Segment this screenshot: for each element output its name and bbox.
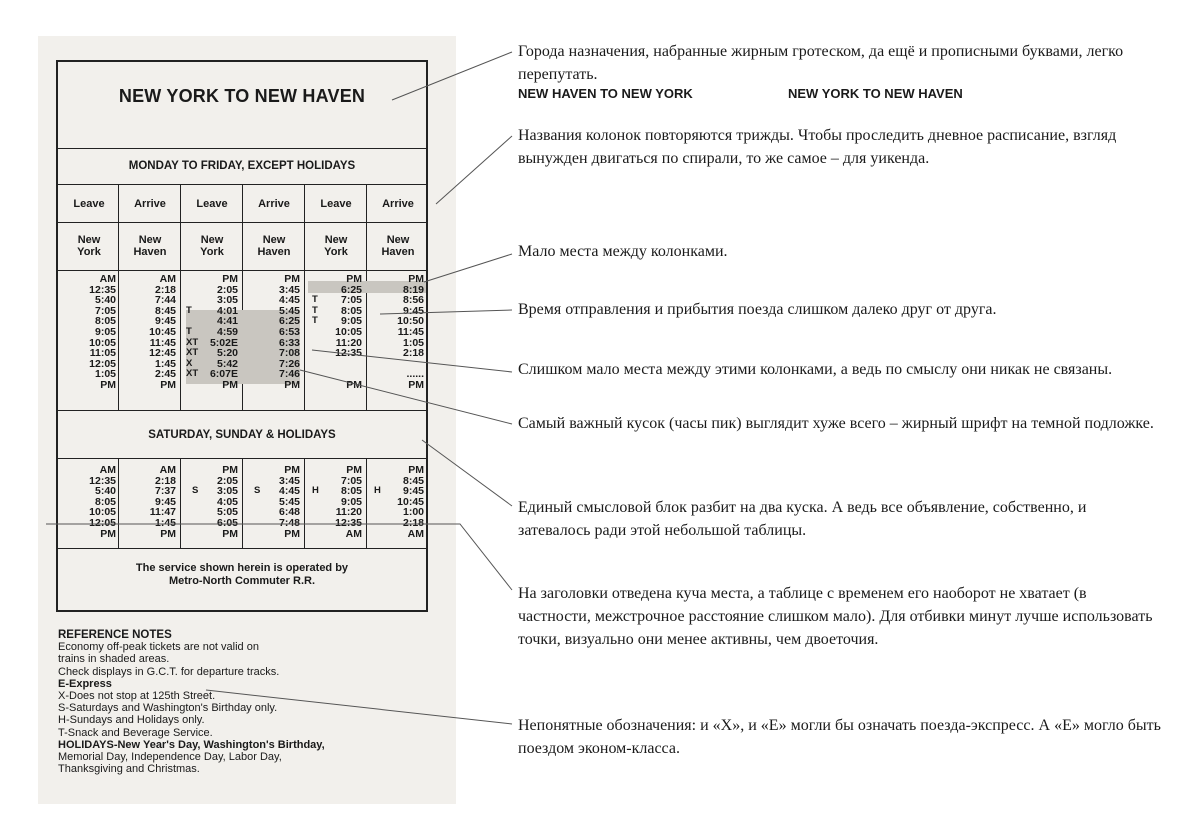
- col-label: Arrive: [134, 198, 166, 210]
- weekday-times-col: PM 3:45 4:45 5:45 6:25 6:53 6:33 7:08 7:26 7:46 PM: [278, 273, 300, 391]
- weekday-header: MONDAY TO FRIDAY, EXCEPT HOLIDAYS: [128, 160, 356, 172]
- annotation: На заголовки отведена куча места, а таблице с временем его наоборот не хватает (в частности, межстрочное расстояние слишком мало). Для отбивки минут лучше использовать точки, визуально они менее активны, чем двоеточия.: [518, 585, 1153, 648]
- annotation: Время отправления и прибытия поезда слишком далеко друг от друга.: [518, 301, 997, 318]
- note-line: X-Does not stop at 125th Street.: [58, 690, 216, 703]
- leader-line: [300, 370, 512, 424]
- leader-line: [206, 690, 512, 724]
- col-station: New York: [77, 234, 101, 258]
- service-marks: S: [254, 485, 261, 497]
- leader-line: [424, 254, 512, 282]
- example-label: NEW YORK TO NEW HAVEN: [788, 86, 963, 101]
- weekend-times-col: PM 7:05 8:05 9:05 11:20 12:35 AM: [335, 464, 362, 540]
- service-marks: T T XT XT X XT: [186, 304, 199, 380]
- weekend-times-col: PM 8:45 9:45 10:45 1:00 2:18 AM: [397, 464, 424, 540]
- weekend-header: SATURDAY, SUNDAY & HOLIDAYS: [148, 429, 336, 441]
- annotation: Слишком мало места между этими колонками, а ведь по смыслу они никак не связаны.: [518, 361, 1113, 378]
- weekday-times-col: PM 8:19 8:56 9:45 10:50 11:45 1:05 2:18 ...... PM: [397, 273, 424, 391]
- leader-line: [392, 52, 512, 100]
- leader-line: [46, 524, 512, 590]
- service-marks: H: [374, 485, 381, 497]
- annotation: Мало места между колонками.: [518, 243, 728, 260]
- operator-note: The service shown herein is operated by Metro-North Commuter R.R.: [135, 562, 349, 587]
- note-line: HOLIDAYS-New Year's Day, Washington's Birthday,: [58, 738, 325, 751]
- note-line: T-Snack and Beverage Service.: [58, 726, 213, 739]
- weekday-times-col: PM 6:25 7:05 8:05 9:05 10:05 11:20 12:35 PM: [335, 273, 362, 391]
- weekend-times-col: AM 12:35 5:40 8:05 10:05 12:05 PM: [89, 464, 116, 540]
- leader-line: [312, 350, 512, 372]
- notes-title: REFERENCE NOTES: [58, 629, 172, 641]
- col-station: New Haven: [381, 234, 415, 258]
- timetable-title: NEW YORK TO NEW HAVEN: [118, 86, 366, 106]
- leader-line: [380, 310, 512, 314]
- annotation: Непонятные обозначения: и «X», и «E» могли бы означать поезда-экспресс. А «E» могло быть поездом эконом-класса.: [518, 717, 1161, 757]
- service-marks: T T T: [312, 294, 318, 327]
- col-station: New Haven: [133, 234, 167, 258]
- annotation: Города назначения, набранные жирным гротеском, да ещё и прописными буквами, легко перепутать.: [518, 43, 1124, 83]
- service-marks: H: [312, 485, 319, 497]
- col-station: New York: [200, 234, 224, 258]
- service-marks: S: [192, 485, 199, 497]
- weekend-times-col: PM 2:05 3:05 4:05 5:05 6:05 PM: [216, 464, 238, 540]
- note-line: H-Sundays and Holidays only.: [58, 714, 205, 727]
- weekend-times-col: PM 3:45 4:45 5:45 6:48 7:48 PM: [278, 464, 300, 540]
- note-line: S-Saturdays and Washington's Birthday only.: [58, 702, 278, 715]
- weekday-times-col: AM 12:35 5:40 7:05 8:05 9:05 10:05 11:05 12:05 1:05 PM: [89, 273, 116, 391]
- leader-line: [422, 440, 512, 506]
- col-label: Arrive: [382, 198, 414, 210]
- col-label: Leave: [196, 198, 228, 210]
- note-line: Check displays in G.C.T. for departure tracks.: [58, 665, 280, 678]
- note-line: Economy off-peak tickets are not valid on: [58, 641, 259, 654]
- annotation: Единый смысловой блок разбит на два куска. А ведь все объявление, собственно, и затевалось ради этой небольшой таблицы.: [518, 499, 1087, 539]
- annotation: Названия колонок повторяются трижды. Чтобы проследить дневное расписание, взгляд вынужден двигаться по спирали, то же самое – для уикенда.: [518, 127, 1117, 167]
- annotation: Самый важный кусок (часы пик) выглядит хуже всего – жирный шрифт на темной подложке.: [518, 415, 1154, 432]
- col-label: Leave: [73, 198, 105, 210]
- example-label: NEW HAVEN TO NEW YORK: [518, 86, 693, 101]
- col-station: New Haven: [257, 234, 291, 258]
- col-label: Leave: [320, 198, 352, 210]
- col-station: New York: [324, 234, 348, 258]
- note-line: Thanksgiving and Christmas.: [58, 763, 200, 776]
- note-line: E-Express: [58, 677, 112, 690]
- weekend-times-col: AM 2:18 7:37 9:45 11:47 1:45 PM: [149, 464, 176, 540]
- leader-line: [436, 136, 512, 204]
- note-line: trains in shaded areas.: [58, 653, 170, 666]
- col-label: Arrive: [258, 198, 290, 210]
- weekday-times-col: PM 2:05 3:05 4:01 4:41 4:59 5:02E 5:20 5:42 6:07E PM: [209, 273, 238, 391]
- weekday-times-col: AM 2:18 7:44 8:45 9:45 10:45 11:45 12:45 1:45 2:45 PM: [149, 273, 176, 391]
- note-line: Memorial Day, Independence Day, Labor Day,: [58, 751, 282, 764]
